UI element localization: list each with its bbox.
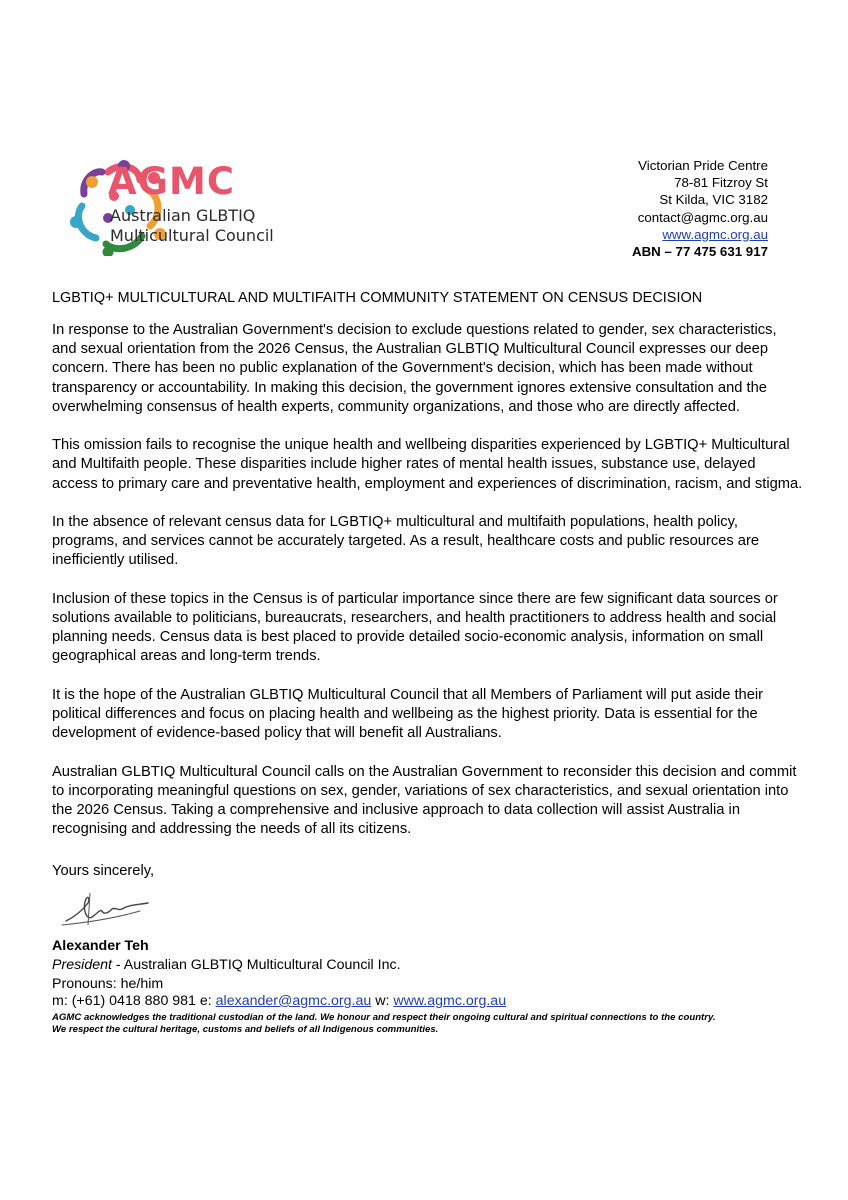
logo-subtitle-line2: Multicultural Council: [110, 226, 274, 245]
closing: Yours sincerely,: [52, 863, 155, 879]
paragraph: This omission fails to recognise the unique health and wellbeing disparities experienced by LGBTIQ+ Multicultural and Multifaith people. These disparities include higher rates of mental health issues, substance use, delayed access to primary care and preventative health, employment and experiences of discrimination, racism, and stigma.: [52, 437, 803, 492]
logo-title: AGMC: [108, 160, 235, 203]
signature-icon: [52, 881, 172, 935]
signer-name: Alexander Teh: [52, 938, 149, 954]
email-link[interactable]: alexander@agmc.org.au: [215, 993, 372, 1009]
logo-subtitle-line1: Australian GLBTIQ: [110, 206, 256, 225]
contact-email: contact@agmc.org.au: [637, 209, 768, 225]
paragraph: In response to the Australian Government's decision to exclude questions related to gender, sex characteristics, and sexual orientation from the 2026 Census, the Australian GLBTIQ Multicultural Council expresses our deep concern. There has been no public explanation of the Government's decision, which has been made without transparency or accountability. In making this decision, the government ignores extensive consultation and the overwhelming consensus of health experts, community organizations, and those who are directly affected.: [52, 322, 777, 415]
acknowledgement-of-country: [52, 1012, 812, 1036]
acknowledgement-line: AGMC acknowledges the traditional custodian of the land. We honour and respect their ongoing cultural and spiritual connections to the country.: [52, 1012, 716, 1023]
signer-block: [52, 937, 401, 995]
paragraph: It is the hope of the Australian GLBTIQ Multicultural Council that all Members of Parliament will put aside their political differences and focus on placing health and wellbeing as the highest priority. Data is essential for the development of evidence-based policy that will benefit all Australians.: [52, 686, 764, 742]
web-label: w:: [371, 993, 394, 1009]
signer-contact: [52, 993, 506, 1010]
statement-heading: LGBTIQ+ MULTICULTURAL AND MULTIFAITH COMMUNITY STATEMENT ON CENSUS DECISION: [52, 290, 703, 306]
address-line: Victorian Pride Centre: [638, 158, 768, 173]
website-link[interactable]: www.agmc.org.au: [393, 993, 507, 1009]
website-link[interactable]: www.agmc.org.au: [662, 226, 768, 242]
mobile-number: m: (+61) 0418 880 981 e:: [52, 993, 216, 1009]
signer-pronouns: Pronouns: he/him: [52, 976, 164, 993]
signer-role: President: [52, 957, 112, 974]
acknowledgement-line: We respect the cultural heritage, customs and beliefs of all Indigenous communities.: [52, 1024, 439, 1035]
address-block: [632, 157, 768, 260]
address-line: St Kilda, VIC 3182: [659, 192, 768, 208]
paragraph: In the absence of relevant census data for LGBTIQ+ multicultural and multifaith populations, health policy, programs, and services cannot be accurately targeted. As a result, healthcare costs and public resources are inefficiently utilised.: [52, 514, 760, 569]
paragraph: Australian GLBTIQ Multicultural Council calls on the Australian Government to reconsider this decision and commit to incorporating meaningful questions on sex, gender, variations of sex characteristics, and sexual orientation into the 2026 Census. Taking a comprehensive and inclusive approach to data collection will assist Australia in recognising and addressing the needs of all its citizens.: [52, 763, 797, 838]
abn-number: ABN – 77 475 631 917: [631, 244, 768, 260]
paragraph: Inclusion of these topics in the Census is of particular importance since there are few significant data sources or solutions available to politicians, bureaucrats, researchers, and health practitioners to address health and social planning needs. Census data is best placed to provide detailed socio-economic analysis, information on small geographical areas and long-term trends.: [52, 590, 778, 665]
statement-body: [52, 321, 804, 859]
address-line: 78-81 Fitzroy St: [674, 175, 768, 191]
signer-title: [52, 956, 401, 975]
logo-subtitle: [110, 206, 274, 246]
signer-organisation: - Australian GLBTIQ Multicultural Council Inc.: [111, 957, 401, 974]
